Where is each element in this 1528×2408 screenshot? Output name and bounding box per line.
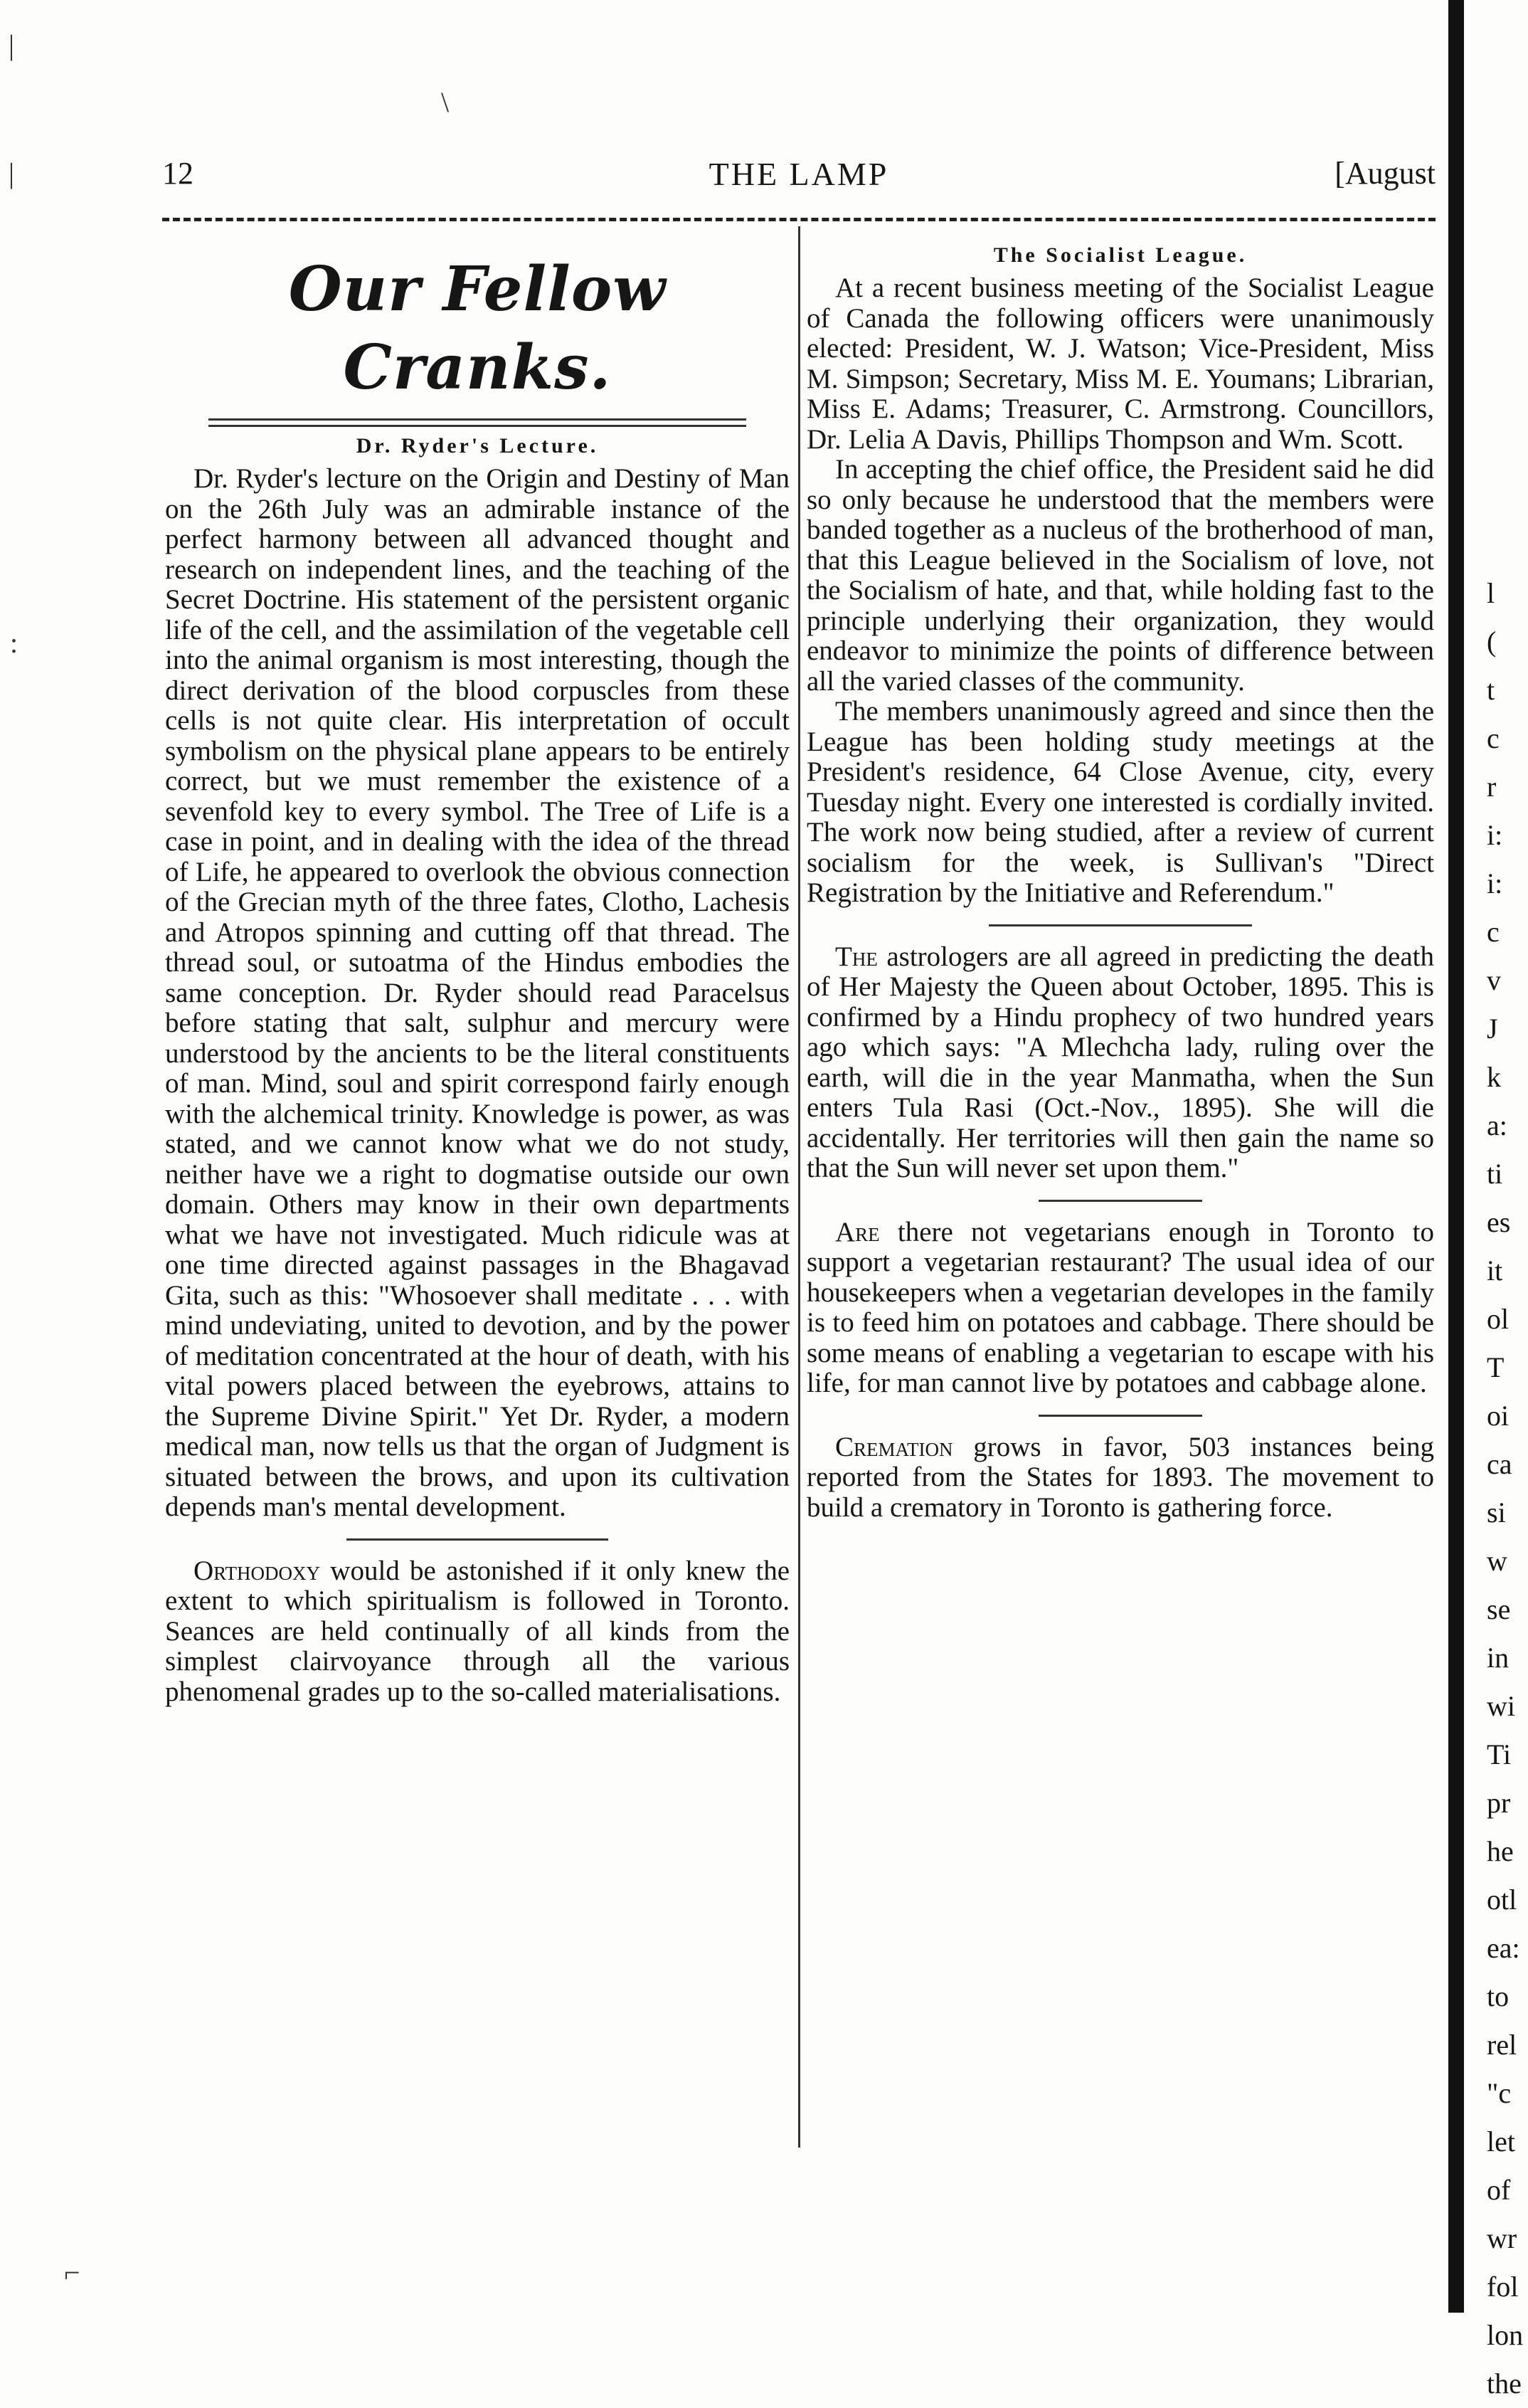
page-gutter-shadow	[1448, 0, 1464, 2313]
league-paragraph-3: The members unanimously agreed and since then the League has been holding study meetings at the President's residence, 64 Close Avenue, city, every Tuesday night. Every one interested is cordially invited. The work now being studied, after a review of current socialism for the week, is Sullivan's "Direct Registration by the Initiative and Referendum."	[807, 696, 1434, 908]
article-divider	[1039, 1415, 1201, 1417]
league-paragraph-2: In accepting the chief office, the President said he did so only because he understood that the members were banded together as a nucleus of the brotherhood of man, that this League believed in the Socialism of love, not the Socialism of hate, and that, while holding fast to the principle underlying their organization, they would endeavor to minimize the points of difference between all the varied classes of the community.	[807, 454, 1434, 697]
edge-fragment: r	[1487, 771, 1497, 803]
edge-fragment: wi	[1487, 1690, 1515, 1722]
lecture-article: Dr. Ryder's lecture on the Origin and Destiny of Man on the 26th July was an admirable instance of the perfect harmony between all advanced thought and research on independent lines, and the teaching of the Secret Doctrine. His statement of the persistent organic life of the cell, and the assimilation of the vegetable cell into the animal organism is most interesting, though the direct derivation of the blood corpuscles from these cells is not quite clear. His interpretation of occult symbolism on the physical plane appears to be entirely correct, but we must remember the existence of a sevenfold key to every symbol. The Tree of Life is a case in point, and in dealing with the idea of the thread of Life, he appeared to overlook the obvious connection of the Grecian myth of the three fates, Clotho, Lachesis and Atropos spinning and cutting off that thread. The thread soul, or sutoatma of the Hindus embodies the same conception. Dr. Ryder should read Paracelsus before stating that salt, sulphur and mercury were understood by the ancients to be the literal constituents of man. Mind, soul and spirit correspond fairly enough with the alchemical trinity. Knowledge is power, as was stated, and we cannot know what we do not study, neither have we a right to dogmatise outside our own domain. Others may know in their own departments what we have not investigated. Much ridicule was at one time directed against passages in the Bhagavad Gita, such as this: "Whosoever shall meditate . . . with mind undeviating, united to devotion, and by the power of meditation concentrated at the hour of death, with his vital powers placed between the eyebrows, attains to the Supreme Divine Spirit." Yet Dr. Ryder, a modern medical man, now tells us that the organ of Judgment is situated between the brows, and upon its cultivation depends man's mental development.	[165, 463, 790, 1522]
scan-mark: :	[10, 627, 18, 659]
edge-fragment: in	[1487, 1642, 1510, 1674]
edge-fragment: wr	[1487, 2222, 1517, 2254]
astrologers-text: astrologers are all agreed in predicting the death of Her Majesty the Queen about October, 1895. This is confirmed by a Hindu prophecy of two hundred years ago which says: "A Mlechcha lady, ruling over the earth, will die in the year Manmatha, when the Sun enters Tula Rasi (Oct.-Nov., 1895). She will die accidentally. Her territories will then gain the name so that the Sun will never set upon them."	[807, 941, 1434, 1183]
edge-fragment: c	[1487, 722, 1500, 754]
astrologers-article	[807, 942, 1434, 1184]
edge-fragment: v	[1487, 964, 1501, 996]
article-divider	[989, 924, 1252, 926]
edge-fragment: t	[1487, 674, 1495, 706]
orthodoxy-lead: Orthodoxy	[193, 1555, 321, 1586]
edge-fragment: pr	[1487, 1787, 1511, 1819]
edge-fragment: ti	[1487, 1158, 1503, 1190]
edge-fragment: l	[1487, 577, 1495, 609]
orthodoxy-text: would be astonished if it only knew the extent to which spiritualism is followed in Toronto. Seances are held continually of all kinds from the simplest clairvoyance through all the various phenomenal grades up to the so-called materialisations.	[165, 1555, 790, 1707]
edge-fragment: oi	[1487, 1400, 1510, 1432]
edge-fragment: i:	[1487, 867, 1503, 899]
scan-mark: |	[9, 29, 15, 61]
edge-fragment: lon	[1487, 2319, 1524, 2351]
article-divider	[346, 1538, 609, 1541]
edge-fragment: ea:	[1487, 1932, 1520, 1964]
scan-mark: |	[9, 157, 15, 189]
edge-fragment: Ti	[1487, 1738, 1512, 1770]
edge-fragment: of	[1487, 2174, 1511, 2206]
edge-fragment: the	[1487, 2367, 1522, 2399]
edge-fragment: (	[1487, 625, 1497, 658]
edge-fragment: let	[1487, 2126, 1515, 2158]
section-headline: Our Fellow Cranks.	[288, 253, 667, 403]
edge-fragment: to	[1487, 1980, 1510, 2012]
right-column	[807, 235, 1434, 1523]
edge-fragment: i:	[1487, 819, 1503, 851]
header-rule	[162, 218, 1436, 221]
edge-fragment: T	[1487, 1351, 1505, 1383]
edge-fragment: "c	[1487, 2077, 1512, 2109]
lecture-subhead: Dr. Ryder's Lecture.	[356, 434, 599, 458]
edge-fragment: c	[1487, 916, 1500, 948]
edge-fragment: ca	[1487, 1448, 1512, 1480]
column-divider	[798, 226, 800, 2148]
cremation-article	[807, 1432, 1434, 1524]
edge-fragment: k	[1487, 1061, 1501, 1093]
league-subhead: The Socialist League.	[993, 243, 1248, 267]
orthodoxy-article	[165, 1556, 790, 1708]
headline-rule	[208, 418, 746, 427]
adjacent-page-fragments	[1487, 569, 1528, 2408]
edge-fragment: rel	[1487, 2029, 1517, 2061]
edge-fragment: it	[1487, 1255, 1503, 1287]
running-month: [August	[1335, 156, 1436, 191]
scan-mark: ⌐	[64, 2256, 80, 2288]
edge-fragment: se	[1487, 1593, 1511, 1625]
edge-fragment: J	[1487, 1013, 1498, 1045]
scan-mark: \	[441, 86, 450, 118]
running-title: THE LAMP	[709, 156, 889, 192]
page-number: 12	[162, 156, 193, 191]
edge-fragment: es	[1487, 1206, 1511, 1238]
edge-fragment: w	[1487, 1545, 1507, 1577]
edge-fragment: si	[1487, 1496, 1506, 1528]
vegetarian-lead: Are	[835, 1216, 880, 1247]
edge-fragment: a:	[1487, 1109, 1507, 1141]
astrologers-lead: The	[835, 941, 878, 972]
league-paragraph-1: At a recent business meeting of the Socialist League of Canada the following officers were unanimously elected: President, W. J. Watson; Vice-President, Miss M. Simpson; Secretary, Miss M. E. Youmans; Librarian, Miss E. Adams; Treasurer, C. Armstrong. Councillors, Dr. Lelia A Davis, Phillips Thompson and Wm. Scott.	[807, 273, 1434, 455]
vegetarian-article	[807, 1218, 1434, 1399]
cremation-text: grows in favor, 503 instances being reported from the States for 1893. The movement to build a crematory in Toronto is gathering force.	[807, 1431, 1434, 1523]
edge-fragment: fol	[1487, 2271, 1519, 2303]
edge-fragment: ol	[1487, 1303, 1510, 1335]
edge-fragment: otl	[1487, 1884, 1517, 1916]
cremation-lead: Cremation	[835, 1431, 953, 1462]
edge-fragment: he	[1487, 1835, 1514, 1867]
left-column	[165, 235, 790, 1707]
vegetarian-text: there not vegetarians enough in Toronto to support a vegetarian restaurant? The usual idea of our housekeepers when a vegetarian developes in the family is to feed him on potatoes and cabbage. There should be some means of enabling a vegetarian to escape with his life, for man cannot live by potatoes and cabbage alone.	[807, 1216, 1434, 1398]
article-divider	[1039, 1200, 1201, 1202]
page-header	[162, 155, 1436, 205]
